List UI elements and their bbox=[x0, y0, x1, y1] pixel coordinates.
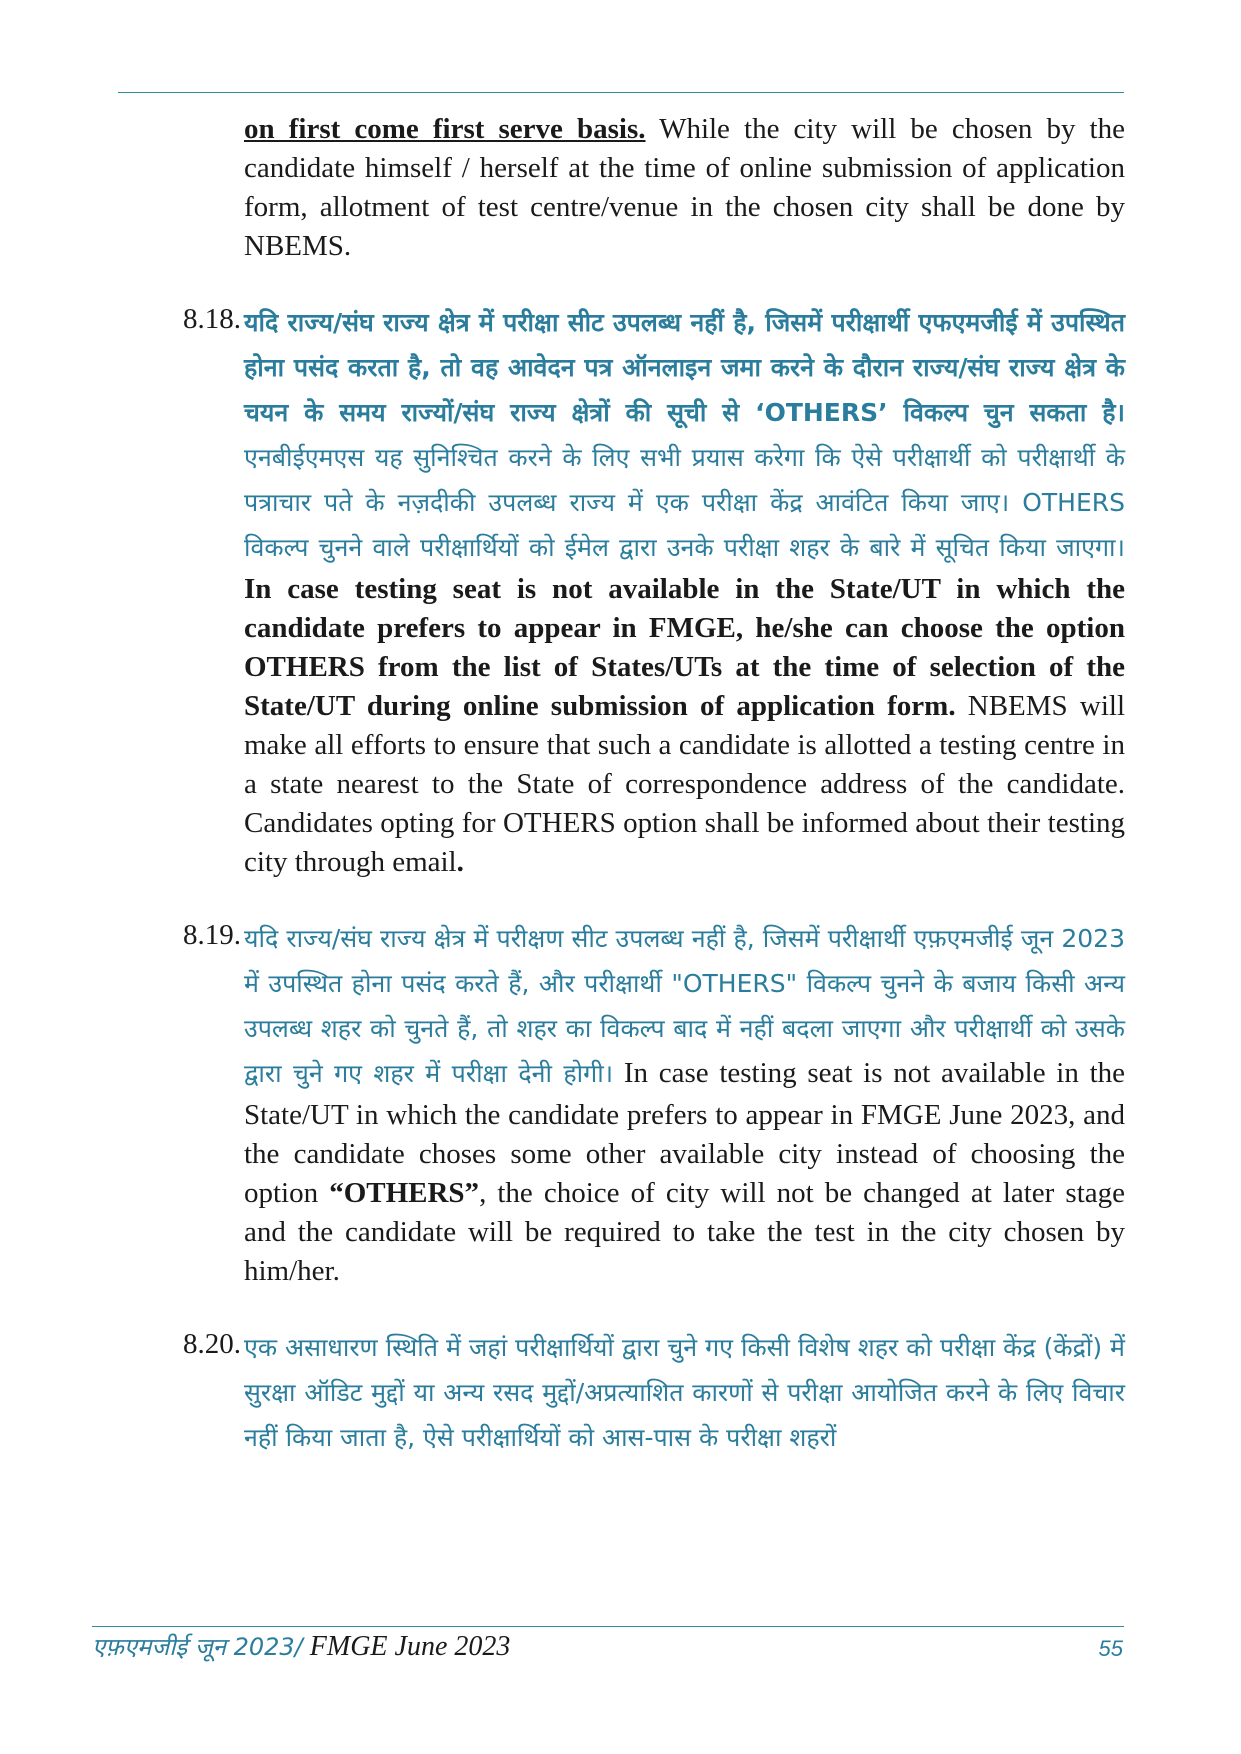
footer-english: FMGE June 2023 bbox=[302, 1631, 511, 1662]
english-text: NBEMS will make all efforts to ensure that such a candidate is allotted a testing centre in a state nearest to the State of correspondence address of the candidate. Candidates opting for OTHERS option shall be informed about their testing city through email bbox=[244, 690, 1126, 878]
intro-underlined-text: on first come first serve basis. bbox=[244, 113, 646, 145]
section-8-18 bbox=[183, 300, 1125, 882]
section-number: 8.20. bbox=[183, 1328, 241, 1360]
section-8-20 bbox=[183, 1325, 1125, 1460]
english-text-end: , the choice of city will not be changed at later stage and the candidate will be required to take the test in the city chosen by him/her. bbox=[244, 1177, 1125, 1287]
footer-hindi: एफ़एमजीई जून 2023/ bbox=[92, 1633, 303, 1661]
hindi-text: एनबीईएमएस यह सुनिश्चित करने के लिए सभी प्रयास करेगा कि ऐसे परीक्षार्थी को परीक्षार्थी के पत्राचार पते के नज़दीकी उपलब्ध राज्य में एक परीक्षा केंद्र आवंटित किया जाए। OTHERS विकल्प चुनने वाले परीक्षार्थियों को ईमेल द्वारा उनके परीक्षा शहर के बारे में सूचित किया जाएगा। bbox=[244, 443, 1125, 562]
english-text: In case testing seat is not available in the State/UT in which the candidate prefers to appear in FMGE June 2023, and the candidate choses some other available city instead of choosing the option bbox=[244, 1057, 1125, 1209]
english-end: . bbox=[456, 846, 464, 878]
section-8-19 bbox=[183, 916, 1125, 1291]
intro-text: While the city will be chosen by the candidate himself / herself at the time of online submission of application form, allotment of test centre/venue in the chosen city shall be done by NBEMS. bbox=[244, 113, 1125, 262]
hindi-bold-text: यदि राज्य/संघ राज्य क्षेत्र में परीक्षा सीट उपलब्ध नहीं है, जिसमें परीक्षार्थी एफएमजीई में उपस्थित होना पसंद करता है, तो वह आवेदन पत्र ऑनलाइन जमा करने के दौरान राज्य/संघ राज्य क्षेत्र के चयन के समय राज्यों/संघ राज्य क्षेत्रों की सूची से ‘OTHERS’ विकल्प चुन सकता है। bbox=[244, 308, 1125, 427]
section-body bbox=[244, 916, 1125, 1291]
english-bold-text: In case testing seat is not available in the State/UT in which the candidate prefers to appear in FMGE, he/she can choose the option OTHERS from the list of States/UTs at the time of selection of the State/UT during online submission of application form. bbox=[244, 573, 1125, 722]
page-number: 55 bbox=[1098, 1636, 1123, 1661]
footer-rule bbox=[92, 1626, 1124, 1627]
section-body bbox=[244, 1325, 1125, 1460]
section-body bbox=[244, 300, 1125, 882]
header-rule bbox=[118, 92, 1124, 93]
page-content bbox=[183, 110, 1125, 1460]
footer-title bbox=[92, 1630, 510, 1663]
others-emphasis: “OTHERS” bbox=[329, 1177, 480, 1209]
hindi-text: एक असाधारण स्थिति में जहां परीक्षार्थियों द्वारा चुने गए किसी विशेष शहर को परीक्षा केंद्र (केंद्रों) में सुरक्षा ऑडिट मुद्दों या अन्य रसद मुद्दों/अप्रत्याशित कारणों से परीक्षा आयोजित करने के लिए विचार नहीं किया जाता है, ऐसे परीक्षार्थियों को आस-पास के परीक्षा शहरों bbox=[244, 1333, 1125, 1452]
hindi-text: यदि राज्य/संघ राज्य क्षेत्र में परीक्षण सीट उपलब्ध नहीं है, जिसमें परीक्षार्थी एफ़एमजीई जून 2023 में उपस्थित होना पसंद करते हैं, और परीक्षार्थी "OTHERS" विकल्प चुनने के बजाय किसी अन्य उपलब्ध शहर को चुनते हैं, तो शहर का विकल्प बाद में नहीं बदला जाएगा और परीक्षार्थी को उसके द्वारा चुने गए शहर में परीक्षा देनी होगी। bbox=[244, 924, 1125, 1088]
section-number: 8.18. bbox=[183, 303, 241, 335]
section-number: 8.19. bbox=[183, 919, 241, 951]
intro-paragraph bbox=[244, 110, 1125, 266]
